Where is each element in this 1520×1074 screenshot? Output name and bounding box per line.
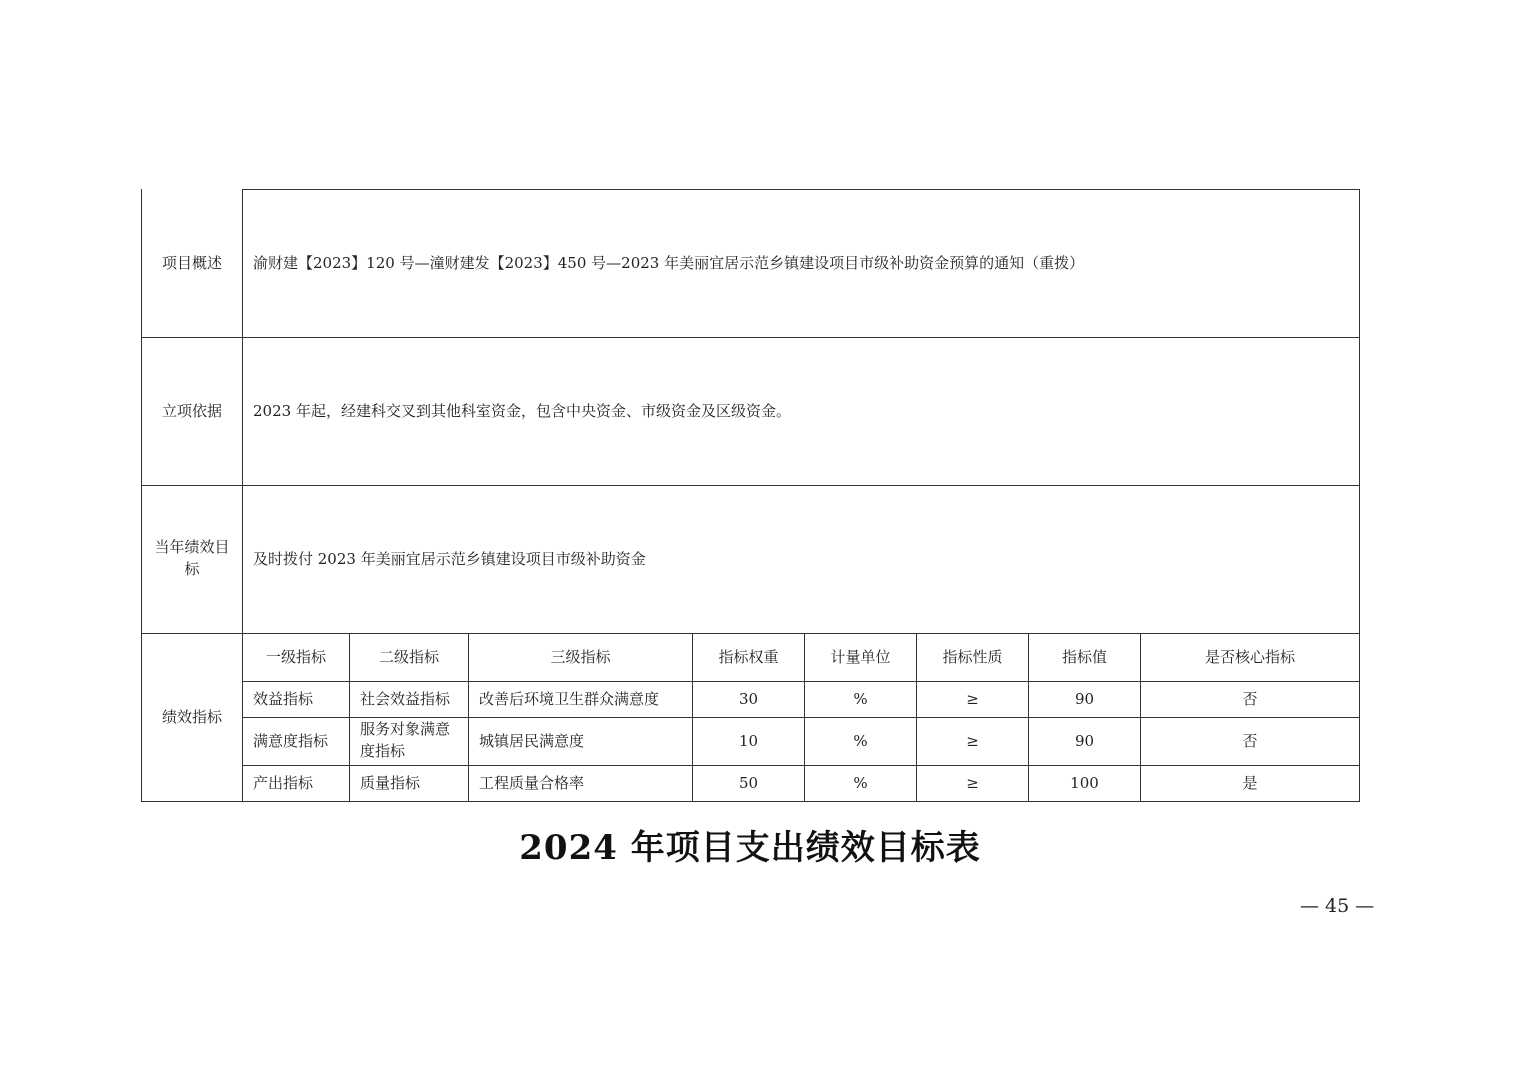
header-weight: 指标权重 [718, 648, 779, 666]
table-row-3-value: 100 [1070, 774, 1099, 792]
overview-label: 项目概述 [161, 254, 222, 272]
table-row-3-nature: ≥ [966, 774, 979, 792]
basis-label: 立项依据 [161, 402, 222, 420]
header-value: 指标值 [1061, 648, 1107, 666]
row-divider-2 [141, 485, 1360, 486]
table-row-2-nature: ≥ [966, 732, 979, 750]
document-title: 2024 年项目支出绩效目标表 [519, 828, 981, 868]
table-row-3-level3: 工程质量合格率 [479, 774, 585, 792]
page-number: — 45 — [1300, 895, 1375, 917]
table-border-right [1359, 189, 1360, 801]
table-row-2-level3: 城镇居民满意度 [479, 732, 585, 750]
header-level3: 三级指标 [550, 648, 611, 666]
table-row-2-unit: % [853, 732, 868, 750]
table-row-3-core: 是 [1242, 774, 1258, 792]
indicator-header-divider [242, 681, 1360, 682]
table-row-1-value: 90 [1074, 690, 1095, 708]
table-row-1-weight: 30 [738, 690, 759, 708]
table-row-2-value: 90 [1074, 732, 1095, 750]
table-row-2-core: 否 [1242, 732, 1258, 750]
overview-content: 渝财建【2023】120 号—潼财建发【2023】450 号—2023 年美丽宜居示范乡镇建设项目市级补助资金预算的通知（重拨） [253, 254, 1085, 272]
table-row-2-level2: 服务对象满意度指标 [360, 720, 451, 760]
header-level1: 一级指标 [265, 648, 326, 666]
table-row-3-weight: 50 [738, 774, 759, 792]
table-border-top [242, 189, 1360, 190]
table-row-1-level1: 效益指标 [253, 690, 314, 708]
header-nature: 指标性质 [942, 648, 1003, 666]
table-row-1-core: 否 [1242, 690, 1258, 708]
header-core: 是否核心指标 [1204, 648, 1295, 666]
label-column-divider [242, 189, 243, 801]
row-divider-1 [141, 337, 1360, 338]
indicators-label: 绩效指标 [161, 708, 222, 726]
indicator-row-divider-2 [242, 765, 1360, 766]
basis-content: 2023 年起，经建科交叉到其他科室资金，包含中央资金、市级资金及区级资金。 [253, 402, 791, 420]
table-row-1-level3: 改善后环境卫生群众满意度 [479, 690, 660, 708]
table-row-2-weight: 10 [738, 732, 759, 750]
goal-label: 当年绩效目标 [154, 538, 230, 578]
table-row-1-nature: ≥ [966, 690, 979, 708]
table-row-3-level1: 产出指标 [253, 774, 314, 792]
table-row-3-unit: % [853, 774, 868, 792]
table-row-1-unit: % [853, 690, 868, 708]
table-border-bottom [141, 801, 1360, 802]
goal-content: 及时拨付 2023 年美丽宜居示范乡镇建设项目市级补助资金 [253, 550, 646, 568]
table-row-2-level1: 满意度指标 [253, 732, 329, 750]
table-row-1-level2: 社会效益指标 [360, 690, 451, 708]
table-row-3-level2: 质量指标 [360, 774, 421, 792]
header-unit: 计量单位 [830, 648, 891, 666]
header-level2: 二级指标 [378, 648, 439, 666]
row-divider-3 [141, 633, 1360, 634]
